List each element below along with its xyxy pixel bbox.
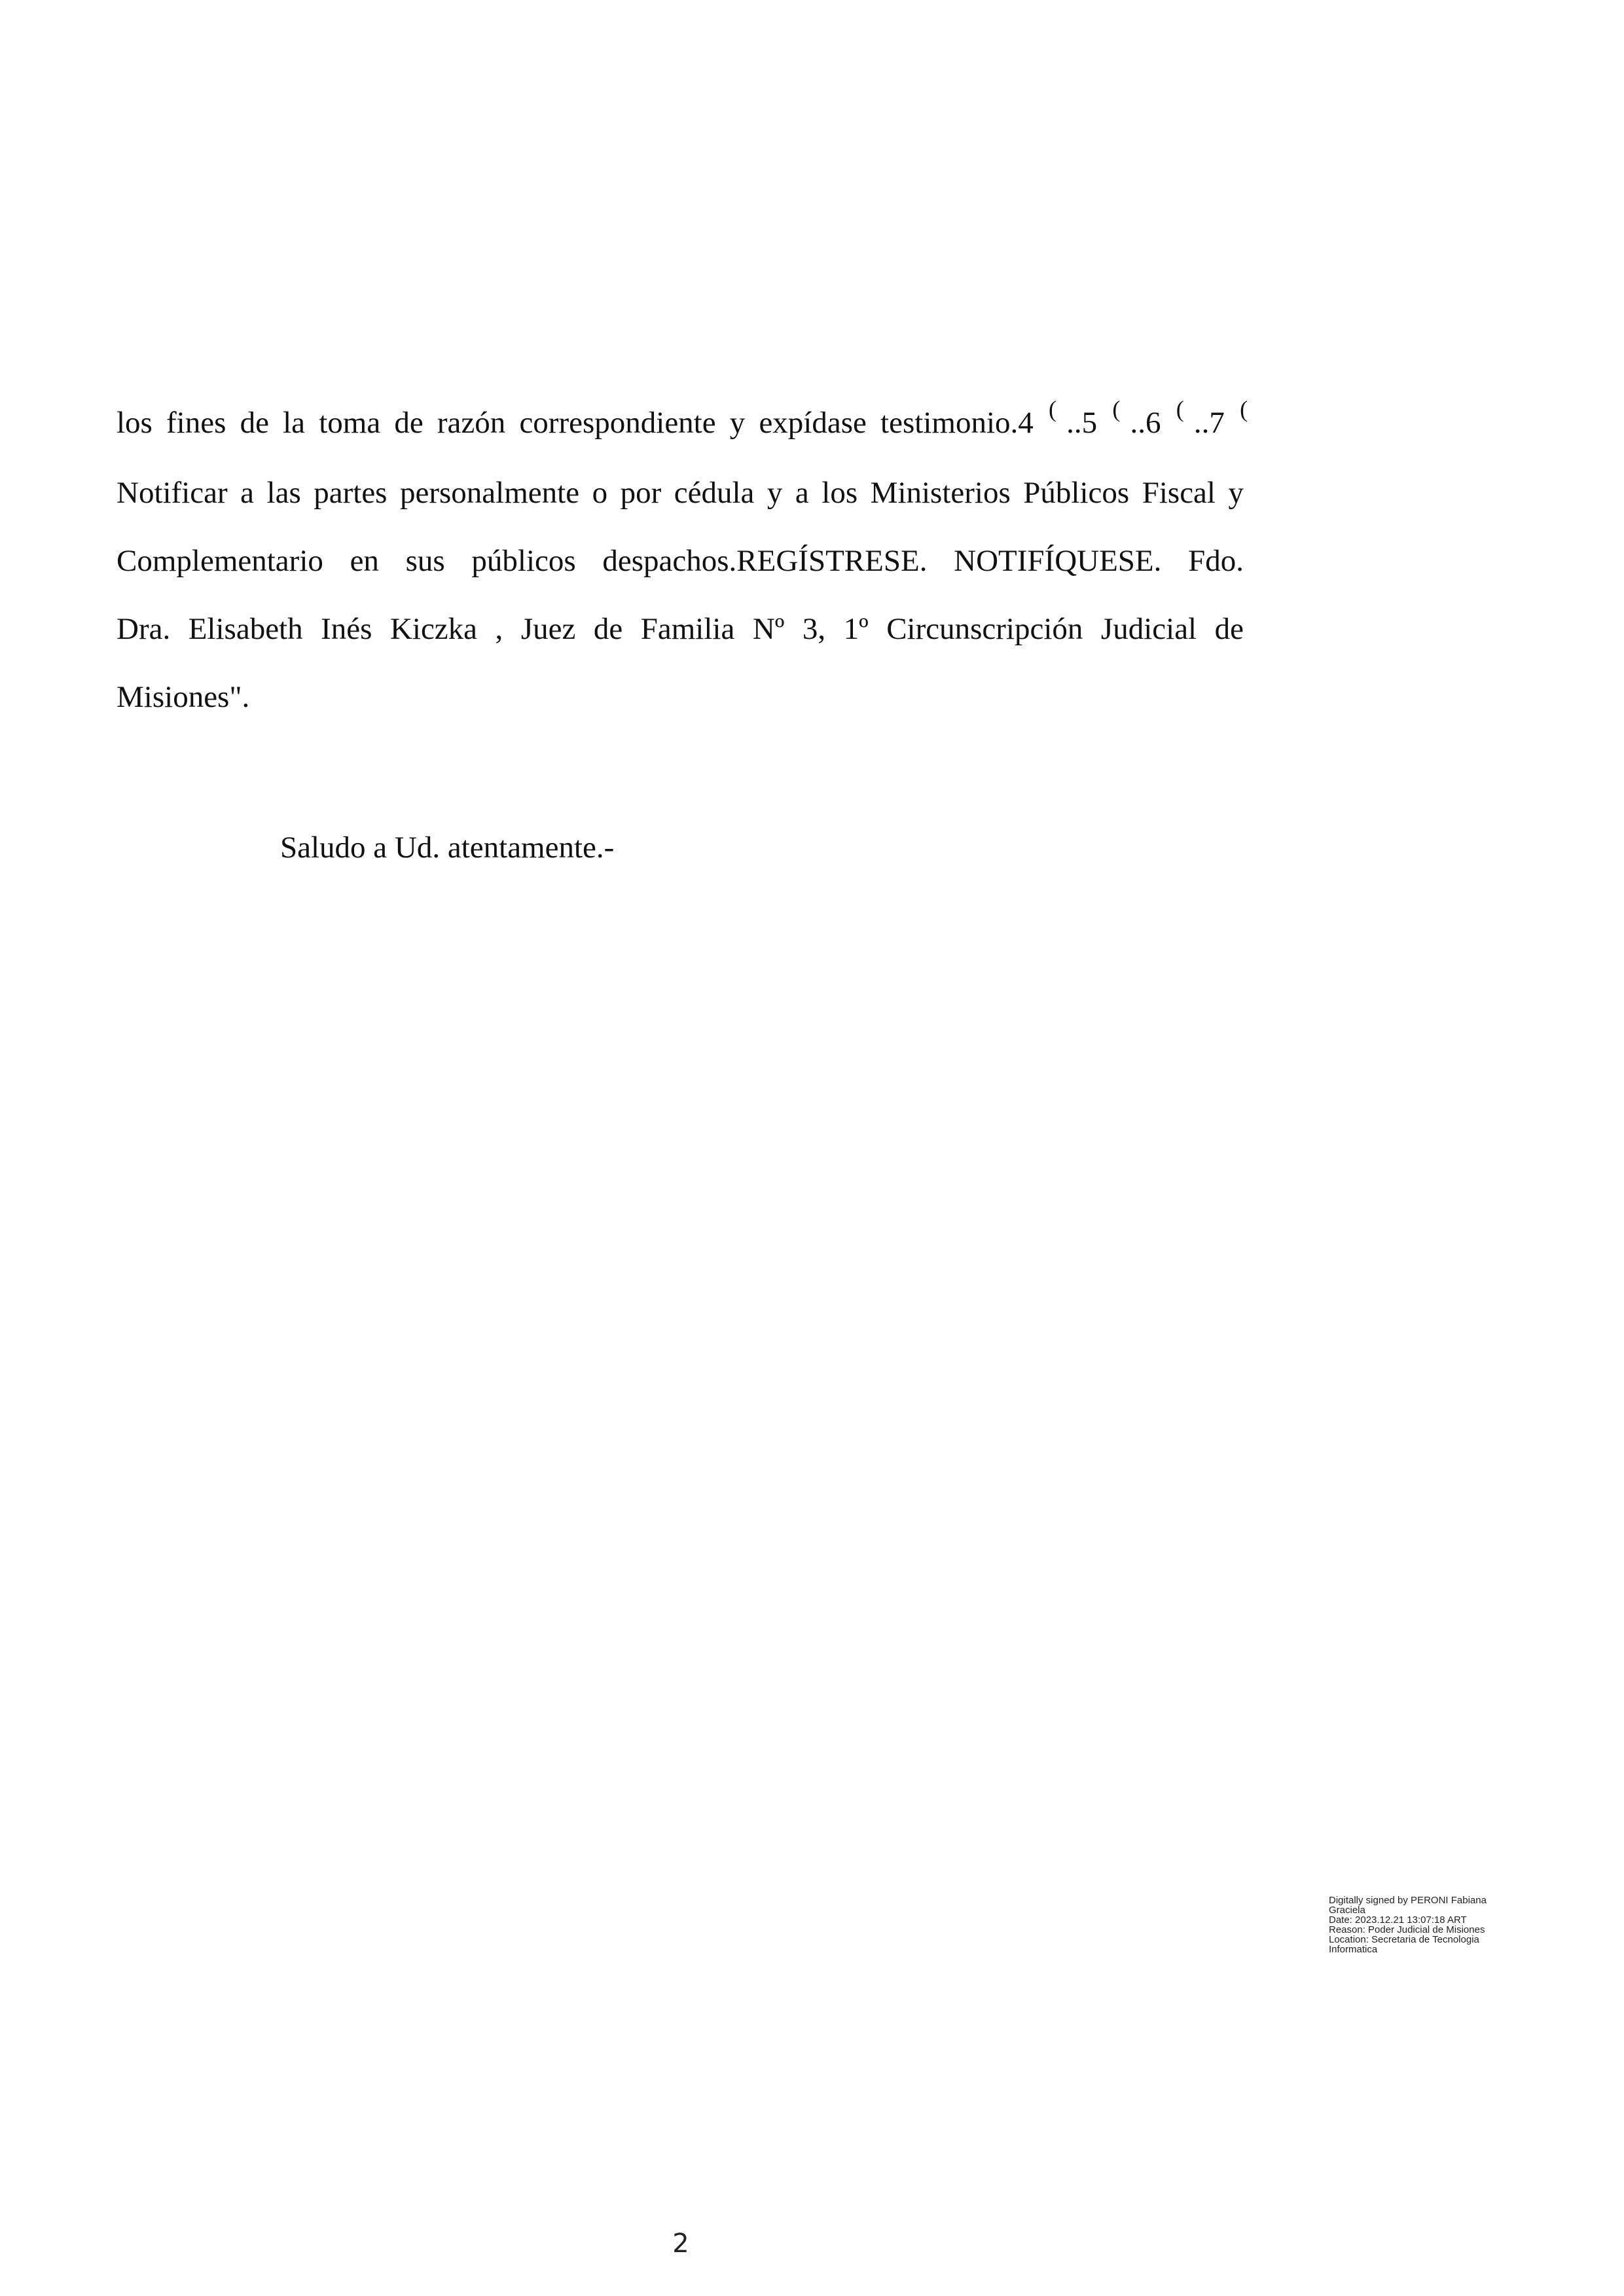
page-number: 2 (672, 2229, 689, 2259)
superscript-mark: ( (1240, 396, 1248, 422)
paragraph-line-1-segment: ..6 (1130, 406, 1161, 440)
signature-location: Location: Secretaria de Tecnologia Informatica (1329, 1934, 1479, 1955)
superscript-mark: ( (1048, 396, 1056, 422)
paragraph-line-3: Complementario en sus públicos despachos.REGÍSTRESE. NOTIFÍQUESE. Fdo. (117, 544, 1244, 578)
paragraph-line-4: Dra. Elisabeth Inés Kiczka , Juez de Familia Nº 3, 1º Circunscripción Judicial de (117, 612, 1244, 646)
body-paragraph (117, 389, 1248, 731)
paragraph-line-1-segment: ..5 (1066, 406, 1098, 440)
signature-date: Date: 2023.12.21 13:07:18 ART (1329, 1914, 1467, 1926)
paragraph-line-1-segment: ..7 (1193, 406, 1225, 440)
signature-reason: Reason: Poder Judicial de Misiones (1329, 1924, 1485, 1935)
signature-signer: Digitally signed by PERONI Fabiana Graciela (1329, 1895, 1487, 1916)
superscript-mark: ( (1176, 396, 1184, 422)
closing-salutation: Saludo a Ud. atentamente.- (280, 831, 615, 865)
paragraph-line-5: Misiones". (117, 680, 250, 714)
superscript-mark: ( (1112, 396, 1121, 422)
digital-signature-block (1329, 1895, 1525, 1954)
paragraph-line-1-text: los fines de la toma de razón correspondiente y expídase testimonio.4 (117, 406, 1034, 440)
paragraph-line-1 (117, 389, 1248, 459)
paragraph-line-2: Notificar a las partes personalmente o por cédula y a los Ministerios Públicos Fiscal y (117, 476, 1244, 510)
